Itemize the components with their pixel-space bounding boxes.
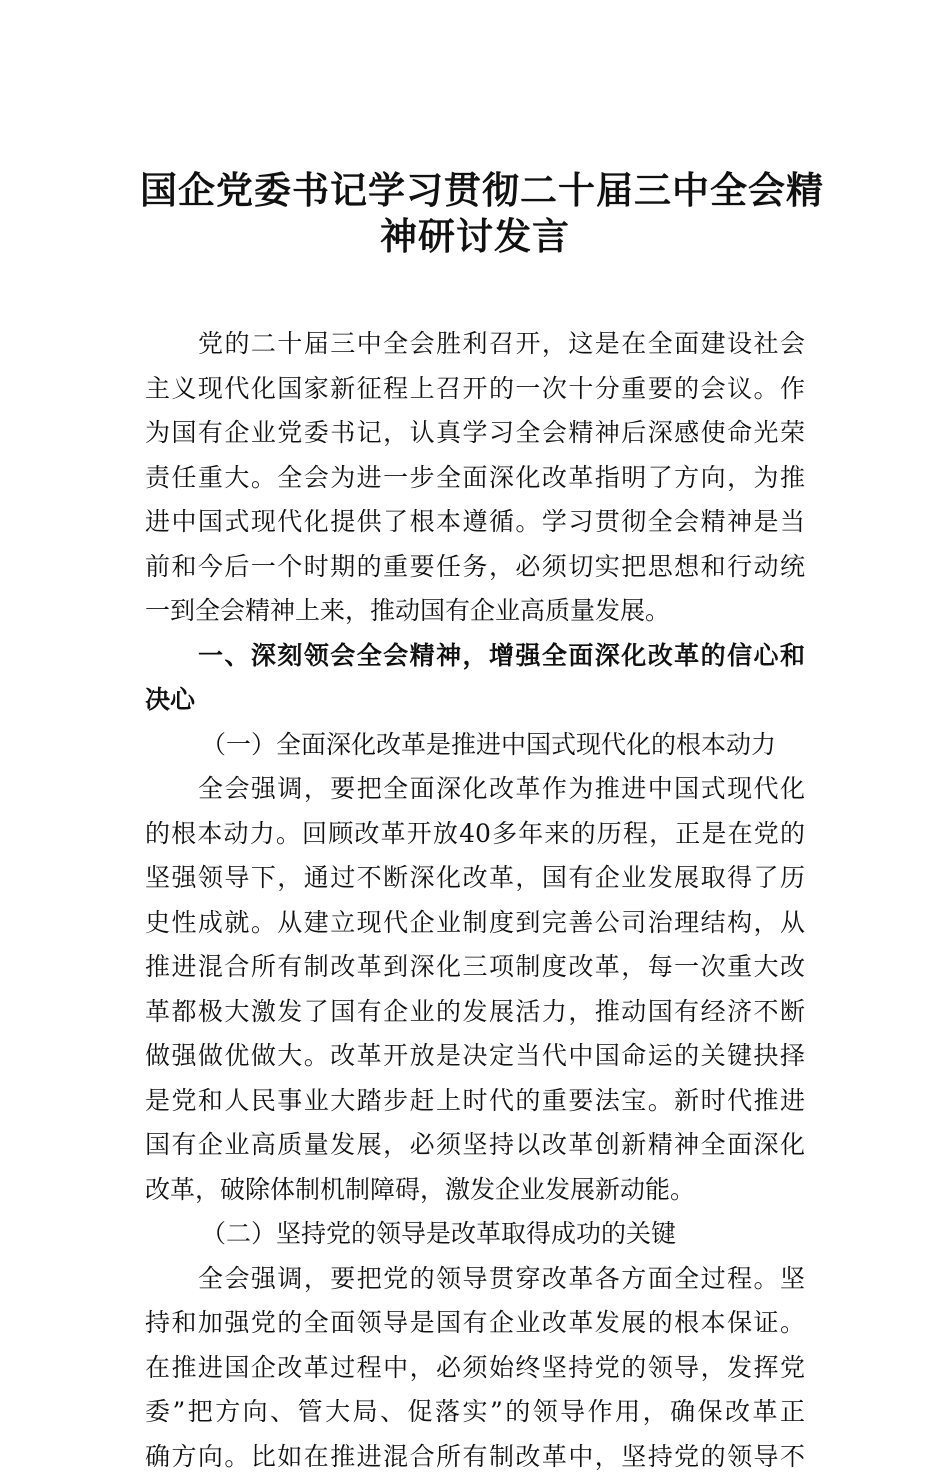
paragraph-line: 持和加强党的全面领导是国有企业改革发展的根本保证。 xyxy=(145,1301,805,1346)
paragraph-line: 全会强调，要把全面深化改革作为推进中国式现代化 xyxy=(145,767,805,812)
paragraph-line: 史性成就。从建立现代企业制度到完善公司治理结构，从 xyxy=(145,901,805,946)
paragraph-line: 的根本动力。回顾改革开放40多年来的历程，正是在党的 xyxy=(145,812,805,857)
paragraph-line: 改革，破除体制机制障碍，激发企业发展新动能。 xyxy=(145,1168,805,1213)
subsection-heading: （二）坚持党的领导是改革取得成功的关键 xyxy=(145,1212,805,1257)
paragraph-line: 做强做优做大。改革开放是决定当代中国命运的关键抉择 xyxy=(145,1034,805,1079)
paragraph-line: 全会强调，要把党的领导贯穿改革各方面全过程。坚 xyxy=(145,1257,805,1302)
document-title-line-1: 国企党委书记学习贯彻二十届三中全会精 xyxy=(140,160,810,214)
paragraph-line: 委”把方向、管大局、促落实”的领导作用，确保改革正 xyxy=(145,1390,805,1435)
paragraph-line: 革都极大激发了国有企业的发展活力，推动国有经济不断 xyxy=(145,990,805,1035)
section-heading: 决心 xyxy=(145,678,805,723)
document-title-line-2: 神研讨发言 xyxy=(140,206,810,260)
paragraph-line: 党的二十届三中全会胜利召开，这是在全面建设社会 xyxy=(145,322,805,367)
paragraph-line: 为国有企业党委书记，认真学习全会精神后深感使命光荣 xyxy=(145,411,805,456)
paragraph-line: 是党和人民事业大踏步赶上时代的重要法宝。新时代推进 xyxy=(145,1079,805,1124)
subsection-heading: （一）全面深化改革是推进中国式现代化的根本动力 xyxy=(145,723,805,768)
paragraph-line: 国有企业高质量发展，必须坚持以改革创新精神全面深化 xyxy=(145,1123,805,1168)
paragraph-line: 确方向。比如在推进混合所有制改革中，坚持党的领导不 xyxy=(145,1435,805,1479)
paragraph-line: 主义现代化国家新征程上召开的一次十分重要的会议。作 xyxy=(145,367,805,412)
paragraph-line: 一到全会精神上来，推动国有企业高质量发展。 xyxy=(145,589,805,634)
paragraph-line: 进中国式现代化提供了根本遵循。学习贯彻全会精神是当 xyxy=(145,500,805,545)
paragraph-line: 在推进国企改革过程中，必须始终坚持党的领导，发挥党 xyxy=(145,1346,805,1391)
document-body xyxy=(145,322,805,1479)
paragraph-line: 推进混合所有制改革到深化三项制度改革，每一次重大改 xyxy=(145,945,805,990)
paragraph-line: 责任重大。全会为进一步全面深化改革指明了方向，为推 xyxy=(145,456,805,501)
paragraph-line: 坚强领导下，通过不断深化改革，国有企业发展取得了历 xyxy=(145,856,805,901)
paragraph-line: 前和今后一个时期的重要任务，必须切实把思想和行动统 xyxy=(145,545,805,590)
section-heading: 一、深刻领会全会精神，增强全面深化改革的信心和 xyxy=(145,634,805,679)
